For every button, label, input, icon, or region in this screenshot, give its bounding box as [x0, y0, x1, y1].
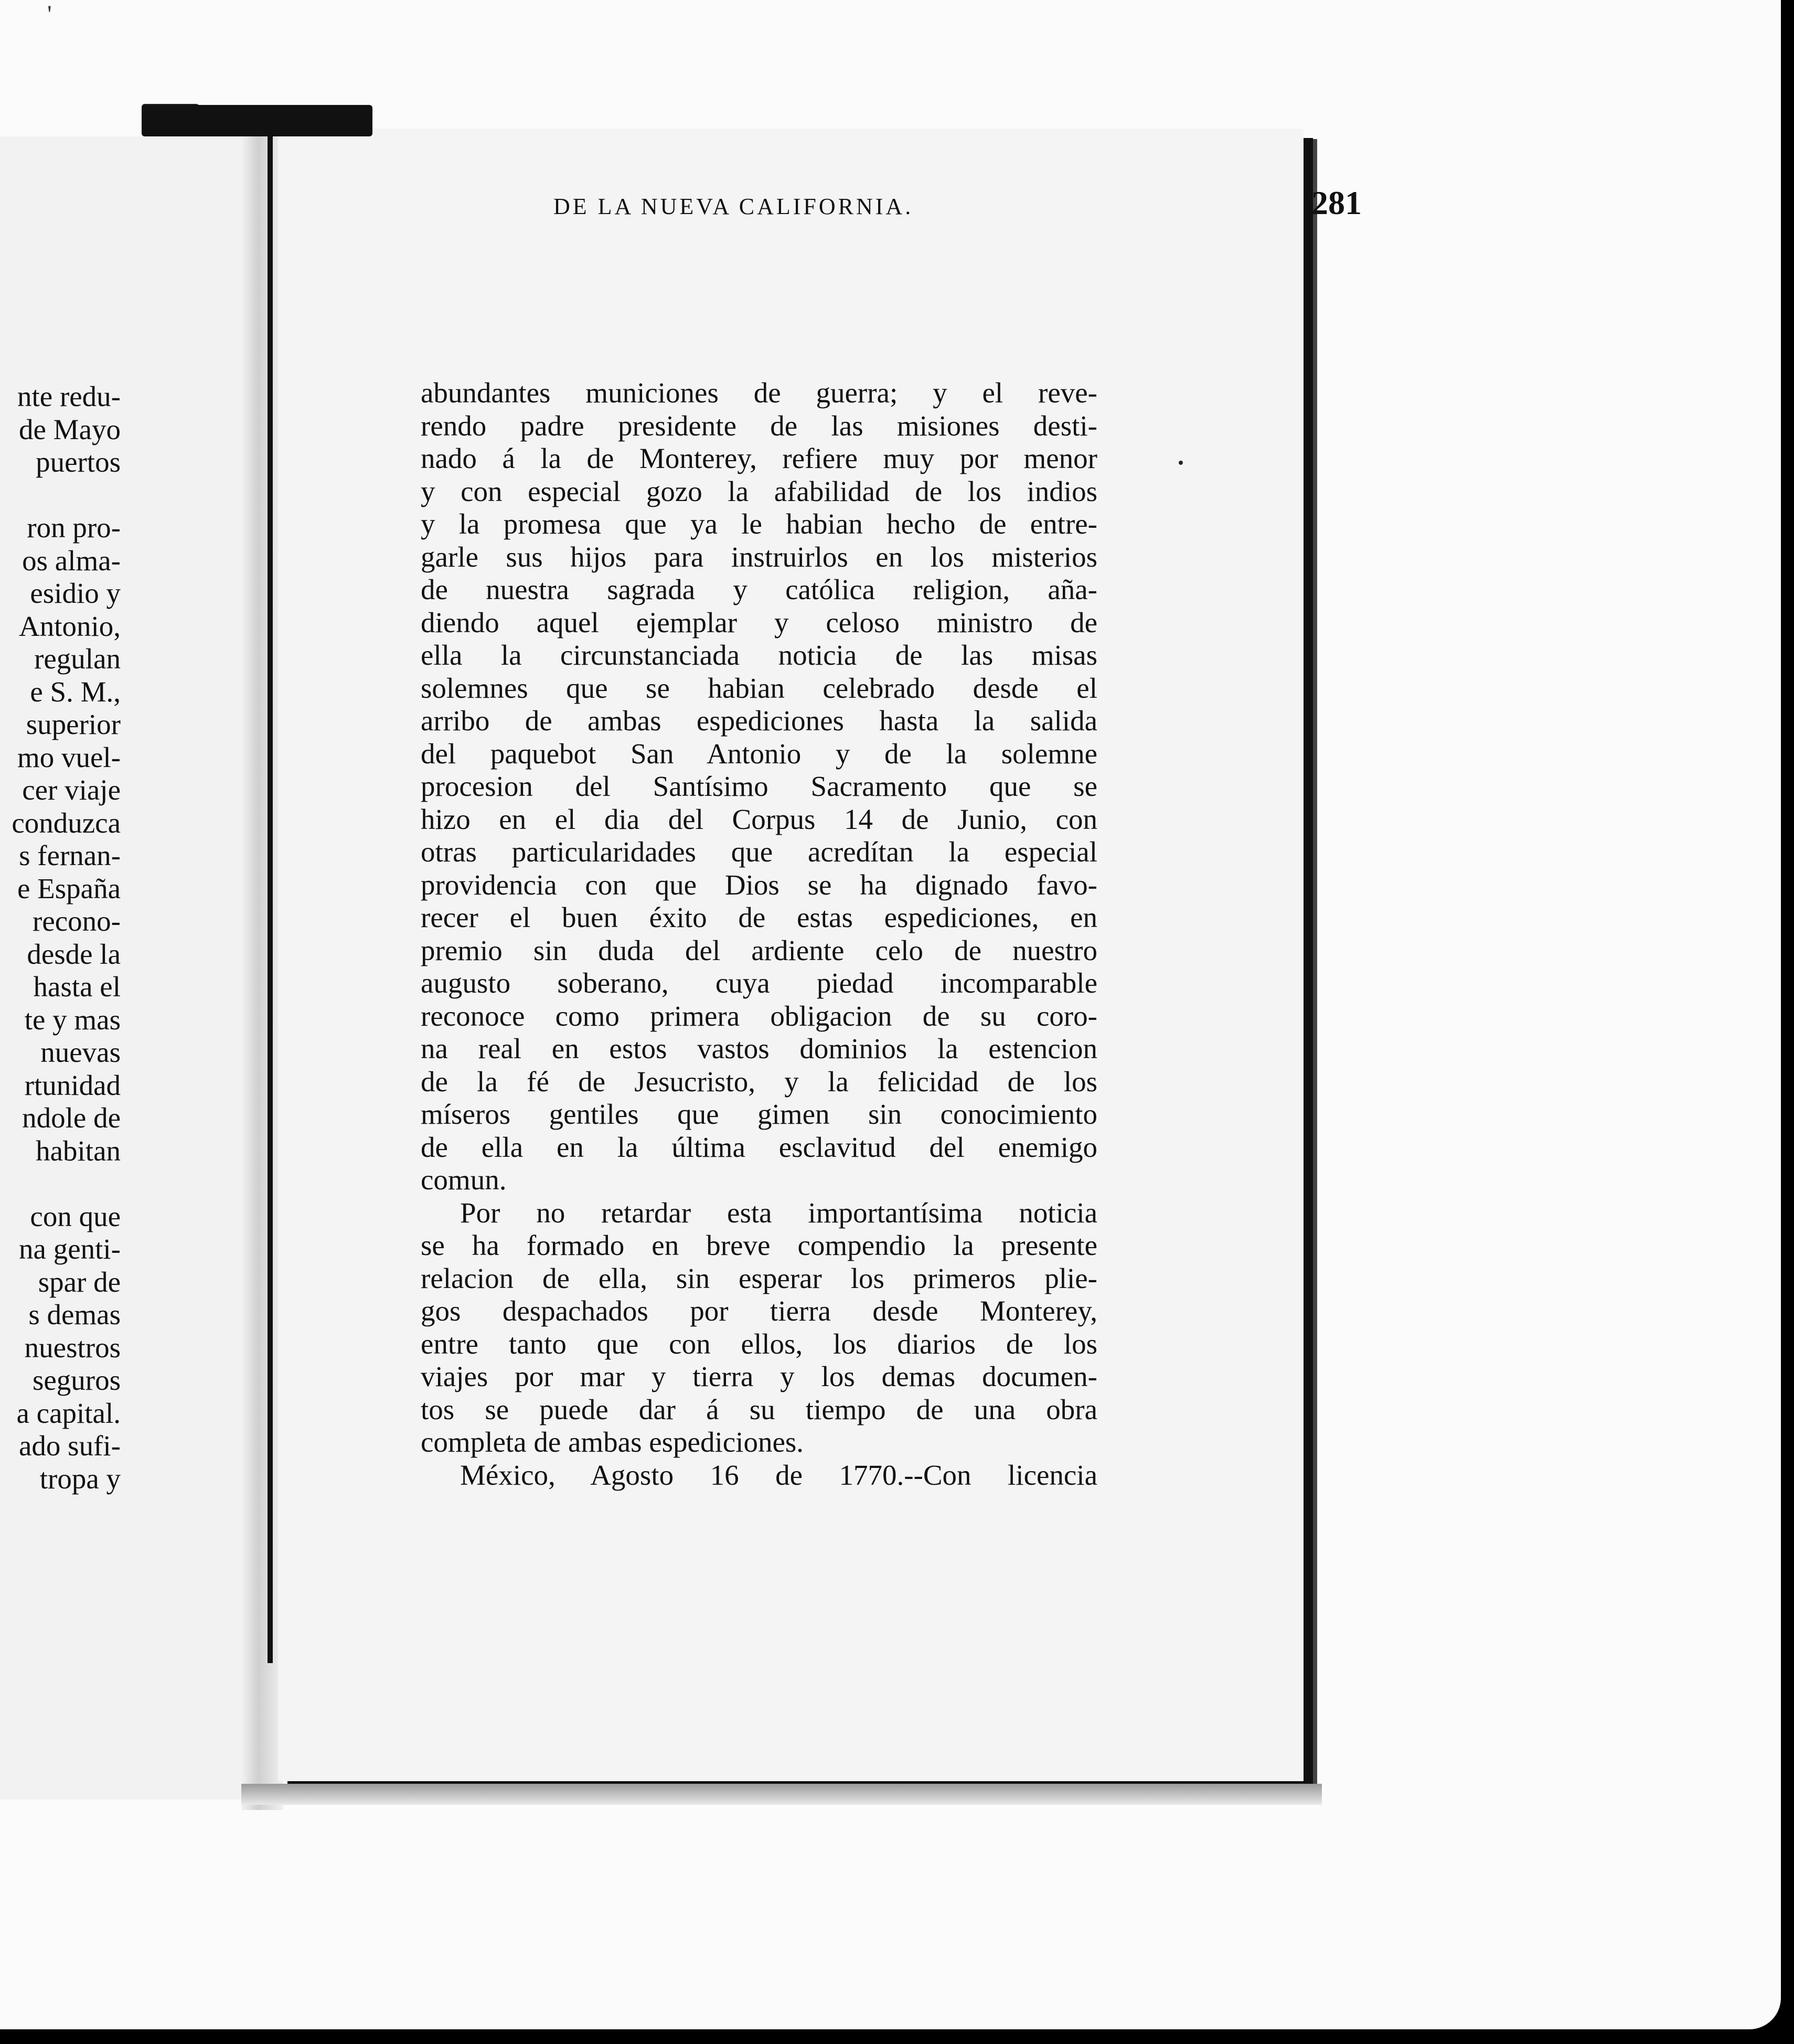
- left-page-line: [0, 1167, 121, 1200]
- left-page-line: regulan: [34, 643, 121, 675]
- left-page-line: ndole de: [22, 1102, 121, 1134]
- book-spine: [268, 131, 273, 1663]
- text-line: augusto soberano, cuya piedad incomparable: [421, 967, 1097, 999]
- text-line: rendo padre presidente de las misiones desti-: [421, 409, 1097, 442]
- left-page-line: rtunidad: [24, 1069, 121, 1101]
- text-line: tos se puede dar á su tiempo de una obra: [421, 1393, 1097, 1425]
- text-line: diendo aquel ejemplar y celoso ministro de: [421, 606, 1097, 638]
- page-speck: [1179, 461, 1183, 465]
- left-page: [0, 136, 273, 1800]
- text-line: hizo en el dia del Corpus 14 de Junio, con: [421, 803, 1097, 835]
- left-page-line: cer viaje: [22, 774, 121, 806]
- left-page-line: hasta el: [33, 971, 121, 1003]
- text-line: Por no retardar esta importantísima noticia: [460, 1196, 1097, 1229]
- text-line: arribo de ambas espediciones hasta la salida: [421, 705, 1097, 737]
- text-line: ella la circunstanciada noticia de las misas: [421, 639, 1097, 671]
- paragraph: [421, 1197, 1097, 1459]
- running-head: DE LA NUEVA CALIFORNIA.: [553, 194, 914, 219]
- left-page-line: e S. M.,: [30, 675, 121, 708]
- left-page-line: recono-: [33, 905, 121, 937]
- text-line: viajes por mar y tierra y los demas documen-: [421, 1360, 1097, 1392]
- left-page-line: na genti-: [19, 1233, 121, 1265]
- text-line: garle sus hijos para instruirlos en los misterios: [421, 540, 1097, 573]
- left-page-line: con que: [30, 1200, 121, 1232]
- bookmark-ribbon: [142, 105, 372, 136]
- left-page-line: nuestros: [24, 1331, 121, 1364]
- text-line: se ha formado en breve compendio la presente: [421, 1229, 1097, 1261]
- text-line: abundantes municiones de guerra; y el reve-: [421, 377, 1097, 409]
- text-line: México, Agosto 16 de 1770.--Con licencia: [460, 1459, 1097, 1491]
- left-page-line: desde la: [27, 938, 121, 970]
- text-line: y con especial gozo la afabilidad de los indios: [421, 475, 1097, 507]
- left-page-line: nte redu-: [17, 380, 121, 412]
- text-line: procesion del Santísimo Sacramento que se: [421, 770, 1097, 802]
- paragraph: [421, 377, 1097, 1197]
- left-page-line: seguros: [32, 1364, 121, 1396]
- text-line: solemnes que se habian celebrado desde el: [421, 672, 1097, 704]
- text-line: providencia con que Dios se ha dignado favo-: [421, 868, 1097, 901]
- text-line: relacion de ella, sin esperar los primeros plie-: [421, 1262, 1097, 1294]
- left-page-line: os alma-: [22, 544, 121, 577]
- left-page-line: ron pro-: [27, 512, 121, 544]
- left-page-line: de Mayo: [19, 413, 121, 445]
- page-number: 281: [1311, 184, 1362, 221]
- film-corner-mark: ': [47, 1, 52, 28]
- text-line: completa de ambas espediciones.: [421, 1426, 804, 1458]
- left-page-line: ado sufi-: [19, 1430, 121, 1462]
- paragraph: [421, 1459, 1097, 1492]
- left-page-line: nuevas: [40, 1036, 121, 1068]
- left-page-line: conduzca: [12, 806, 121, 839]
- page-header: [553, 184, 1362, 235]
- left-page-line: puertos: [36, 446, 121, 478]
- left-page-text: [0, 380, 121, 1495]
- left-page-line: a capital.: [16, 1397, 121, 1429]
- left-page-line: superior: [26, 708, 121, 740]
- text-line: de nuestra sagrada y católica religion, aña-: [421, 573, 1097, 605]
- text-line: premio sin duda del ardiente celo de nuestro: [421, 934, 1097, 966]
- text-line: otras particularidades que acredítan la especial: [421, 836, 1097, 868]
- left-page-line: tropa y: [39, 1462, 121, 1495]
- text-line: na real en estos vastos dominios la estencion: [421, 1032, 1097, 1064]
- left-page-line: Antonio,: [18, 610, 121, 642]
- left-page-line: [0, 479, 121, 512]
- text-line: recer el buen éxito de estas espediciones, en: [421, 901, 1097, 933]
- text-line: del paquebot San Antonio y de la solemne: [421, 737, 1097, 770]
- text-line: y la promesa que ya le habian hecho de entre-: [421, 508, 1097, 540]
- text-line: de la fé de Jesucristo, y la felicidad de los: [421, 1065, 1097, 1098]
- text-line: gos despachados por tierra desde Monterey,: [421, 1295, 1097, 1327]
- left-page-line: s demas: [28, 1298, 121, 1330]
- text-line: comun.: [421, 1164, 507, 1196]
- text-line: míseros gentiles que gimen sin conocimiento: [421, 1098, 1097, 1130]
- left-page-line: e España: [17, 872, 121, 904]
- text-line: de ella en la última esclavitud del enemigo: [421, 1131, 1097, 1163]
- left-page-line: te y mas: [24, 1003, 121, 1036]
- left-page-line: spar de: [38, 1265, 121, 1298]
- book-gutter-shadow: [241, 126, 283, 1810]
- text-line: entre tanto que con ellos, los diarios de los: [421, 1327, 1097, 1360]
- left-page-line: esidio y: [30, 577, 121, 609]
- left-page-line: s fernan-: [19, 839, 121, 871]
- page-bottom-edge: [241, 1784, 1322, 1805]
- main-text-block: [421, 377, 1097, 1492]
- left-page-line: habitan: [36, 1134, 121, 1167]
- text-line: reconoce como primera obligacion de su coro-: [421, 999, 1097, 1032]
- text-line: nado á la de Monterey, refiere muy por menor: [421, 442, 1097, 474]
- left-page-line: mo vuel-: [17, 741, 121, 773]
